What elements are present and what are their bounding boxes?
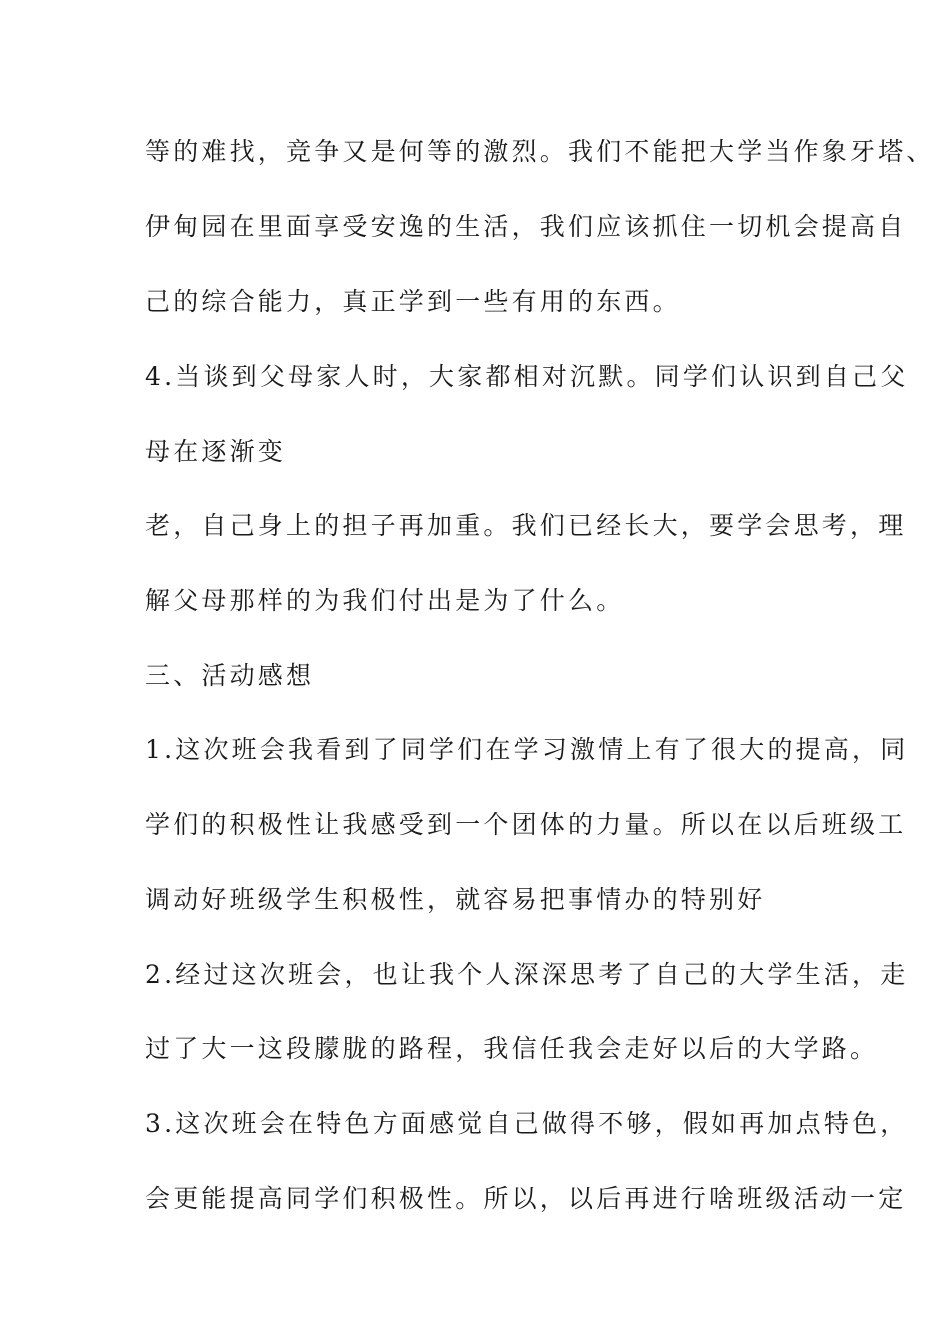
paragraph-line: 己的综合能力，真正学到一些有用的东西。 [145,287,681,316]
list-item-3: 3.这次班会在特色方面感觉自己做得不够，假如再加点特色， [145,1109,909,1138]
list-item-4: 4.当谈到父母家人时，大家都相对沉默。同学们认识到自己父 [145,362,909,391]
paragraph-line: 老，自己身上的担子再加重。我们已经长大，要学会思考，理 [145,511,907,540]
paragraph-line: 会更能提高同学们积极性。所以，以后再进行啥班级活动一定 [145,1184,907,1213]
paragraph-line: 母在逐渐变 [145,437,287,466]
list-item-1: 1.这次班会我看到了同学们在学习激情上有了很大的提高，同 [145,735,909,764]
section-heading: 三、活动感想 [145,661,315,690]
list-item-2: 2.经过这次班会，也让我个人深深思考了自己的大学生活，走 [145,960,909,989]
paragraph-line: 伊甸园在里面享受安逸的生活，我们应该抓住一切机会提高自 [145,212,907,241]
paragraph-line: 过了大一这段朦胧的路程，我信任我会走好以后的大学路。 [145,1034,879,1063]
paragraph-line: 调动好班级学生积极性，就容易把事情办的特别好 [145,885,766,914]
paragraph-line: 解父母那样的为我们付出是为了什么。 [145,586,625,615]
paragraph-line: 等的难找，竞争又是何等的激烈。我们不能把大学当作象牙塔、 [145,137,935,166]
paragraph-line: 学们的积极性让我感受到一个团体的力量。所以在以后班级工 [145,810,907,839]
